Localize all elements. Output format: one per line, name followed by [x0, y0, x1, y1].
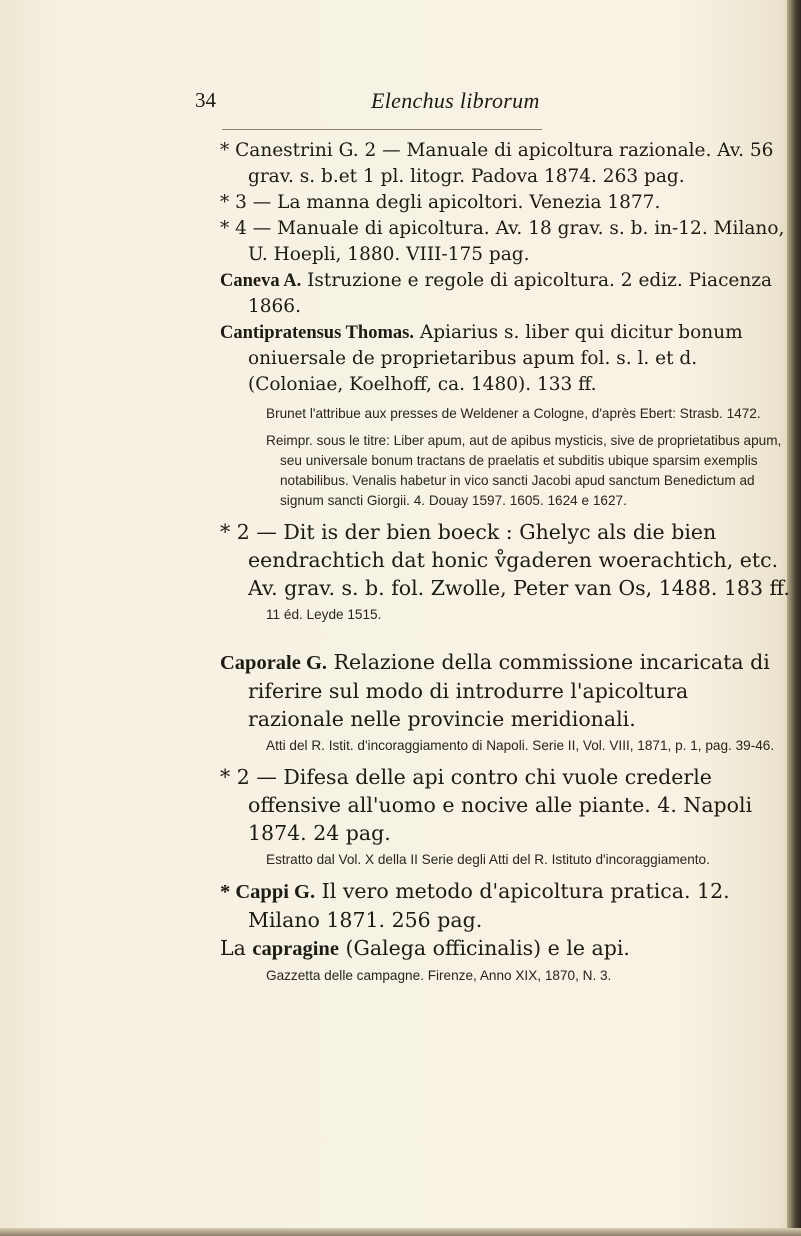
running-title: Elenchus librorum	[371, 88, 540, 113]
author-name: capragine	[252, 938, 339, 960]
entry-cappi	[220, 877, 790, 934]
entry-text: * 3 — La manna degli apicoltori. Venezia 1877.	[220, 192, 661, 213]
entry-text: * 2 — Dit is der bien boeck : Ghelyc als die bien eendrachtich dat honic v̊gaderen woerachtich, etc. Av. grav. s. b. fol. Zwolle, Peter van Os, 1488. 183 ff.	[220, 520, 790, 600]
entry-note: 11 éd. Leyde 1515.	[266, 607, 382, 622]
entry-text: * 2 — Difesa delle api contro chi vuole crederle offensive all'uomo e nocive alle piante. 4. Napoli 1874. 24 pag.	[220, 765, 753, 845]
entry-title: (Galega officinalis) e le api.	[345, 936, 630, 960]
entry-text: * Canestrini G. 2 — Manuale di apicoltura razionale. Av. 56 grav. s. b.et 1 pl. litogr. Padova 1874. 263 pag.	[220, 140, 774, 187]
entry-title: Istruzione e regole di apicoltura. 2 ediz. Piacenza 1866.	[248, 270, 773, 317]
entry-title: Apiarius s. liber qui dicitur bonum oniuersale de proprietaribus apum fol. s. l. et d. (Coloniae, Koelhoff, ca. 1480). 133 ff.	[248, 322, 743, 395]
header-rule	[222, 129, 542, 130]
entry-title: Relazione della commissione incaricata di riferire sul modo di introdurre l'apicoltura razionale nelle provincie meridionali.	[248, 650, 770, 731]
entry-caneva	[220, 268, 790, 320]
entry-cantipratensus	[220, 320, 790, 398]
page-number: 34	[195, 88, 216, 112]
author-name: Caneva A.	[220, 271, 302, 291]
entry-text: * 4 — Manuale di apicoltura. Av. 18 grav. s. b. in-12. Milano, U. Hoepli, 1880. VIII-175 pag.	[220, 218, 785, 265]
entry-canestrini-manuale-razionale	[220, 138, 790, 190]
entry-note: Brunet l'attribue aux presses de Weldener a Cologne, d'après Ebert: Strasb. 1472.	[266, 406, 761, 421]
page-header	[195, 88, 615, 120]
spacer	[220, 632, 790, 648]
author-name: Cantipratensus Thomas.	[220, 323, 414, 343]
page-bottom-edge	[0, 1228, 801, 1236]
entry-canestrini-manuale-1880	[220, 216, 790, 268]
author-name: Caporale G.	[220, 652, 328, 674]
entry-dit-is-der-bien-boeck	[220, 518, 790, 602]
entry-capragine	[220, 934, 790, 963]
entry-caporale-difesa	[220, 763, 790, 847]
entry-prefix: La	[220, 936, 246, 960]
author-name: * Cappi G.	[220, 881, 316, 903]
entry-note: Estratto dal Vol. X della II Serie degli Atti del R. Istituto d'incoraggiamento.	[266, 852, 710, 867]
entry-caporale-relazione	[220, 648, 790, 733]
entry-canestrini-manna	[220, 190, 790, 216]
bibliography-list	[220, 138, 790, 993]
entry-note: Atti del R. Istit. d'incoraggiamento di Napoli. Serie II, Vol. VIII, 1871, p. 1, pag. 39-46.	[266, 738, 775, 753]
entry-note: Gazzetta delle campagne. Firenze, Anno XIX, 1870, N. 3.	[266, 968, 612, 983]
entry-title: Il vero metodo d'apicoltura pratica. 12. Milano 1871. 256 pag.	[248, 879, 730, 932]
entry-note: Reimpr. sous le titre: Liber apum, aut de apibus mysticis, sive de proprietatibus apum, seu universale bonum tractans de praelatis et subditis ubique sparsim exemplis notabilibus. Venalis habetur in vico sancti Jacobi apud sanctum Benedictum ad signum sancti Giorgii. 4. Douay 1597. 1605. 1624 e 1627.	[266, 433, 782, 508]
